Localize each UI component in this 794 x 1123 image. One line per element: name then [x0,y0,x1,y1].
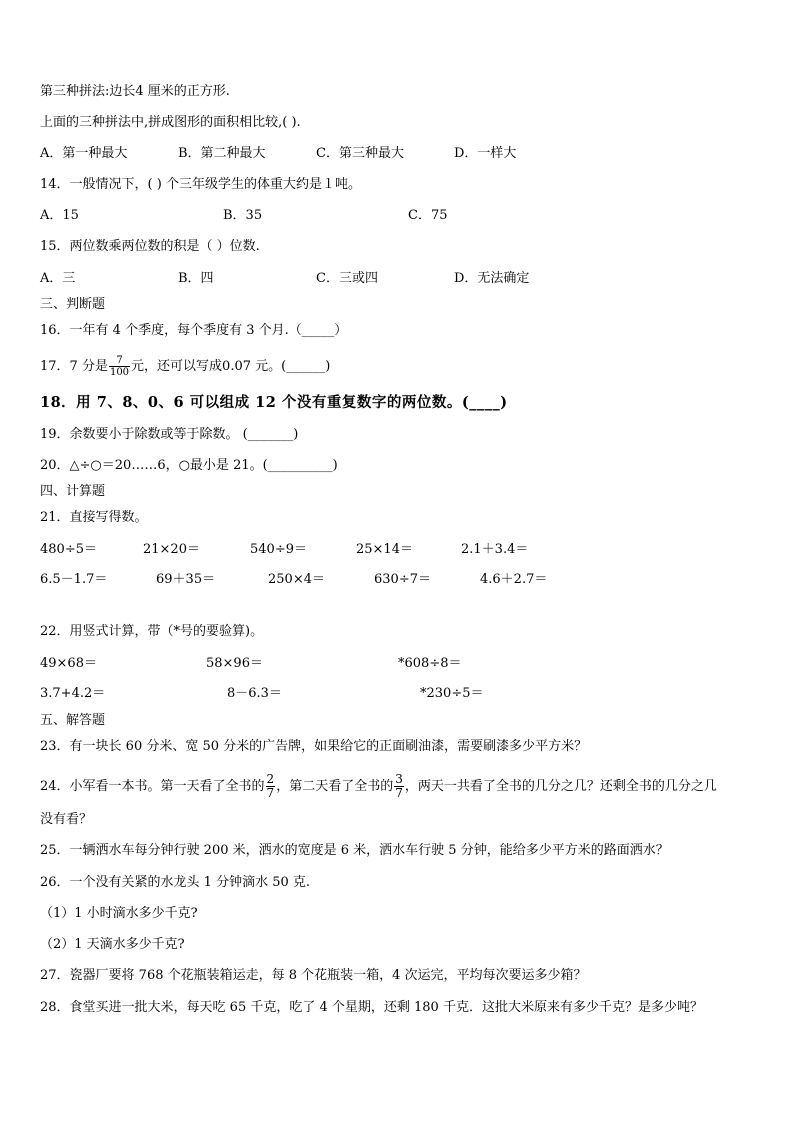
q13-option-b: B．第二种最大 [178,146,266,161]
q13-stem: 上面的三种拼法中,拼成图形的面积相比较,( ). [40,115,301,130]
q14-option-b: B．35 [223,208,263,223]
q21-r2-c3: 250×4＝ [268,572,325,587]
q24-part2: ，第二天看了全书的 [276,779,394,794]
q21-r1-c4: 25×14＝ [356,542,413,557]
q24-part1: 24．小军看一本书。第一天看了全书的 [40,779,265,794]
q21-r1-c3: 540÷9＝ [250,542,307,557]
q18-text: 18．用 7、8、0、6 可以组成 12 个没有重复数字的两位数。(____) [40,394,508,411]
section-heading-word-problems: 五、解答题 [40,713,106,728]
q16-text: 16．一年有 4 个季度，每个季度有 3 个月.（_____） [40,323,348,338]
q15-option-c: C．三或四 [316,271,378,286]
q24-line1 [40,773,717,800]
q22-r1-c3: *608÷8＝ [398,656,462,671]
q24-fraction-2-denominator: 7 [395,786,403,800]
q21-r1-c5: 2.1＋3.4＝ [461,542,529,557]
q20-text: 20．△÷○＝20……6，○最小是 21。(__________) [40,458,338,473]
q15-option-a: A．三 [40,271,76,286]
q24-fraction-1 [266,773,276,800]
q17-fraction [109,355,130,378]
q22-stem: 22．用竖式计算，带（*号的要验算)。 [40,624,264,639]
q19-text: 19．余数要小于除数或等于除数。 (_______) [40,427,299,442]
q13-option-c: C．第三种最大 [316,146,404,161]
section-heading-calculation: 四、计算题 [40,484,106,499]
q22-r2-c1: 3.7+4.2＝ [40,686,106,701]
q15-option-b: B．四 [178,271,214,286]
q22-r2-c3: *230÷5＝ [420,686,484,701]
q13-option-d: D．一样大 [454,146,517,161]
q15-option-d: D．无法确定 [454,271,530,286]
q14-stem: 14．一般情况下，( ) 个三年级学生的体重大约是１吨。 [40,177,361,192]
q24-fraction-2 [394,773,404,800]
q26-stem: 26．一个没有关紧的水龙头 1 分钟滴水 50 克. [40,875,311,890]
q24-fraction-1-denominator: 7 [266,786,275,800]
q21-stem: 21．直接写得数。 [40,510,148,525]
q21-r2-c5: 4.6＋2.7＝ [480,572,548,587]
q14-option-c: C．75 [408,208,448,223]
q23-text: 23．有一块长 60 分米、宽 50 分米的广告牌，如果给它的正面刷油漆，需要刷漆多少平方米？ [40,739,588,754]
q26-sub2: （2）1 天滴水多少千克? [40,937,185,952]
q17-fraction-denominator: 100 [109,367,130,378]
q28-text: 28．食堂买进一批大米，每天吃 65 千克，吃了 4 个星期，还剩 180 千克．这批大米原来有多少千克？是多少吨？ [40,1000,703,1015]
q22-r1-c1: 49×68＝ [40,656,97,671]
q24-line2: 没有看？ [40,812,93,827]
q24-fraction-1-numerator: 2 [266,772,275,786]
q24-part3: ，两天一共看了全书的几分之几？还剩全书的几分之几 [404,779,717,794]
q21-r2-c2: 69＋35＝ [156,572,216,587]
section-heading-judgement: 三、判断题 [40,297,106,312]
q17-suffix: 元，还可以写成0.07 元。(______) [131,359,331,374]
q17-text [40,355,330,378]
q21-r2-c1: 6.5－1.7＝ [40,572,108,587]
q27-text: 27．瓷器厂要将 768 个花瓶装箱运走，每 8 个花瓶装一箱，4 次运完，平均每次要运多少箱？ [40,968,587,983]
q21-r2-c4: 630÷7＝ [374,572,431,587]
q17-fraction-numerator: 7 [109,355,130,367]
q24-fraction-2-numerator: 3 [395,772,403,786]
q14-option-a: A．15 [40,208,79,223]
q22-r2-c2: 8－6.3＝ [227,686,282,701]
q13-method3: 第三种拼法:边长4 厘米的正方形. [40,84,230,99]
q25-text: 25．一辆洒水车每分钟行驶 200 米，洒水的宽度是 6 米，洒水车行驶 5 分钟，能给多少平方米的路面洒水？ [40,843,669,858]
q13-option-a: A．第一种最大 [40,146,128,161]
q17-prefix: 17．7 分是 [40,359,108,374]
q15-stem: 15．两位数乘两位数的积是（ ）位数. [40,239,260,254]
q26-sub1: （1）1 小时滴水多少千克? [40,906,198,921]
q21-r1-c1: 480÷5＝ [40,542,97,557]
q22-r1-c2: 58×96＝ [206,656,263,671]
q21-r1-c2: 21×20＝ [143,542,200,557]
